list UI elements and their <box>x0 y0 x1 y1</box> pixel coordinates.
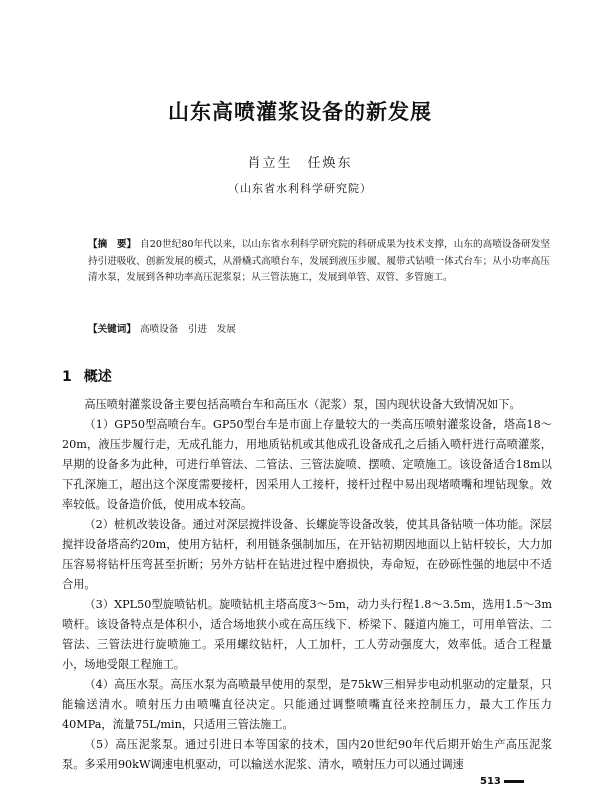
page-number-text: 513 <box>480 776 501 787</box>
keywords-label: 【关键词】 <box>88 324 136 335</box>
author-affiliation: （山东省水利科学研究院） <box>228 182 372 195</box>
section-title: 概述 <box>83 369 112 385</box>
body-paragraph: （3）XPL50型旋喷钻机。旋喷钻机主塔高度3～5m，动力头行程1.8～3.5m，选用1.5～3m喷杆。该设备特点是体积小，适合场地狭小或在高压线下、桥梁下、隧道内施工，可用单管法、二管法、三管法进行旋喷施工。采用螺纹钻杆，人工加杆，工人劳动强度大，效率低。适合工程量小，场地受限工程施工。 <box>62 598 552 671</box>
section-heading <box>62 366 112 386</box>
author-names: 肖立生 任焕东 <box>247 156 353 171</box>
section-number: 1 <box>62 369 72 385</box>
body-paragraph: （1）GP50型高喷台车。GP50型台车是市面上存量较大的一类高压喷射灌浆设备，塔高18～20m，液压步履行走，无成孔能力，用地质钻机或其他成孔设备成孔之后插入喷杆进行高喷灌浆，早期的设备多为此种，可进行单管法、二管法、三管法旋喷、摆喷、定喷施工。该设备适合18m以下孔深施工，超出这个深度需要接杆，因采用人工接杆，接杆过程中易出现堵喷嘴和埋钻现象。效率较低。设备造价低，使用成本较高。 <box>62 418 552 511</box>
keywords-block <box>88 322 550 338</box>
page-number-rule <box>504 780 524 783</box>
keywords-text: 高喷设备 引进 发展 <box>139 324 236 335</box>
paper-title: 山东高喷灌浆设备的新发展 <box>168 100 432 124</box>
page-number <box>480 776 524 787</box>
abstract-block <box>88 237 550 287</box>
body-paragraph: （2）桩机改装设备。通过对深层搅拌设备、长螺旋等设备改装，使其具备钻喷一体功能。深层搅拌设备塔高约20m，使用方钻杆，利用链条强制加压，在开钻初期因地面以上钻杆较长，大力加压容易将钻杆压弯甚至折断；另外方钻杆在钻进过程中磨损快，寿命短，在砂砾性强的地层中不适合用。 <box>62 518 552 591</box>
abstract-text: 自20世纪80年代以来，以山东省水利科学研究院的科研成果为技术支撑，山东的高喷设备研发坚持引进吸收、创新发展的模式，从滑橇式高喷台车，发展到液压步履、履带式钻喷一体式台车；从小功率高压清水泵，发展到各种功率高压泥浆泵；从三管法施工，发展到单管、双管、多管施工。 <box>88 239 550 284</box>
body-paragraph: 高压喷射灌浆设备主要包括高喷台车和高压水（泥浆）泵，国内现状设备大致情况如下。 <box>84 398 521 411</box>
body-text <box>62 395 552 775</box>
body-paragraph: （5）高压泥浆泵。通过引进日本等国家的技术，国内20世纪90年代后期开始生产高压泥浆泵。多采用90kW调速电机驱动，可以输送水泥浆、清水，喷射压力可以通过调速 <box>62 738 552 771</box>
abstract-label: 【摘 要】 <box>88 239 137 250</box>
body-paragraph: （4）高压水泵。高压水泵为高喷最早使用的泵型，是75kW三相异步电动机驱动的定量泵，只能输送清水。喷射压力由喷嘴直径决定。只能通过调整喷嘴直径来控制压力，最大工作压力40MPa，流量75L/min，只适用三管法施工。 <box>62 678 552 731</box>
